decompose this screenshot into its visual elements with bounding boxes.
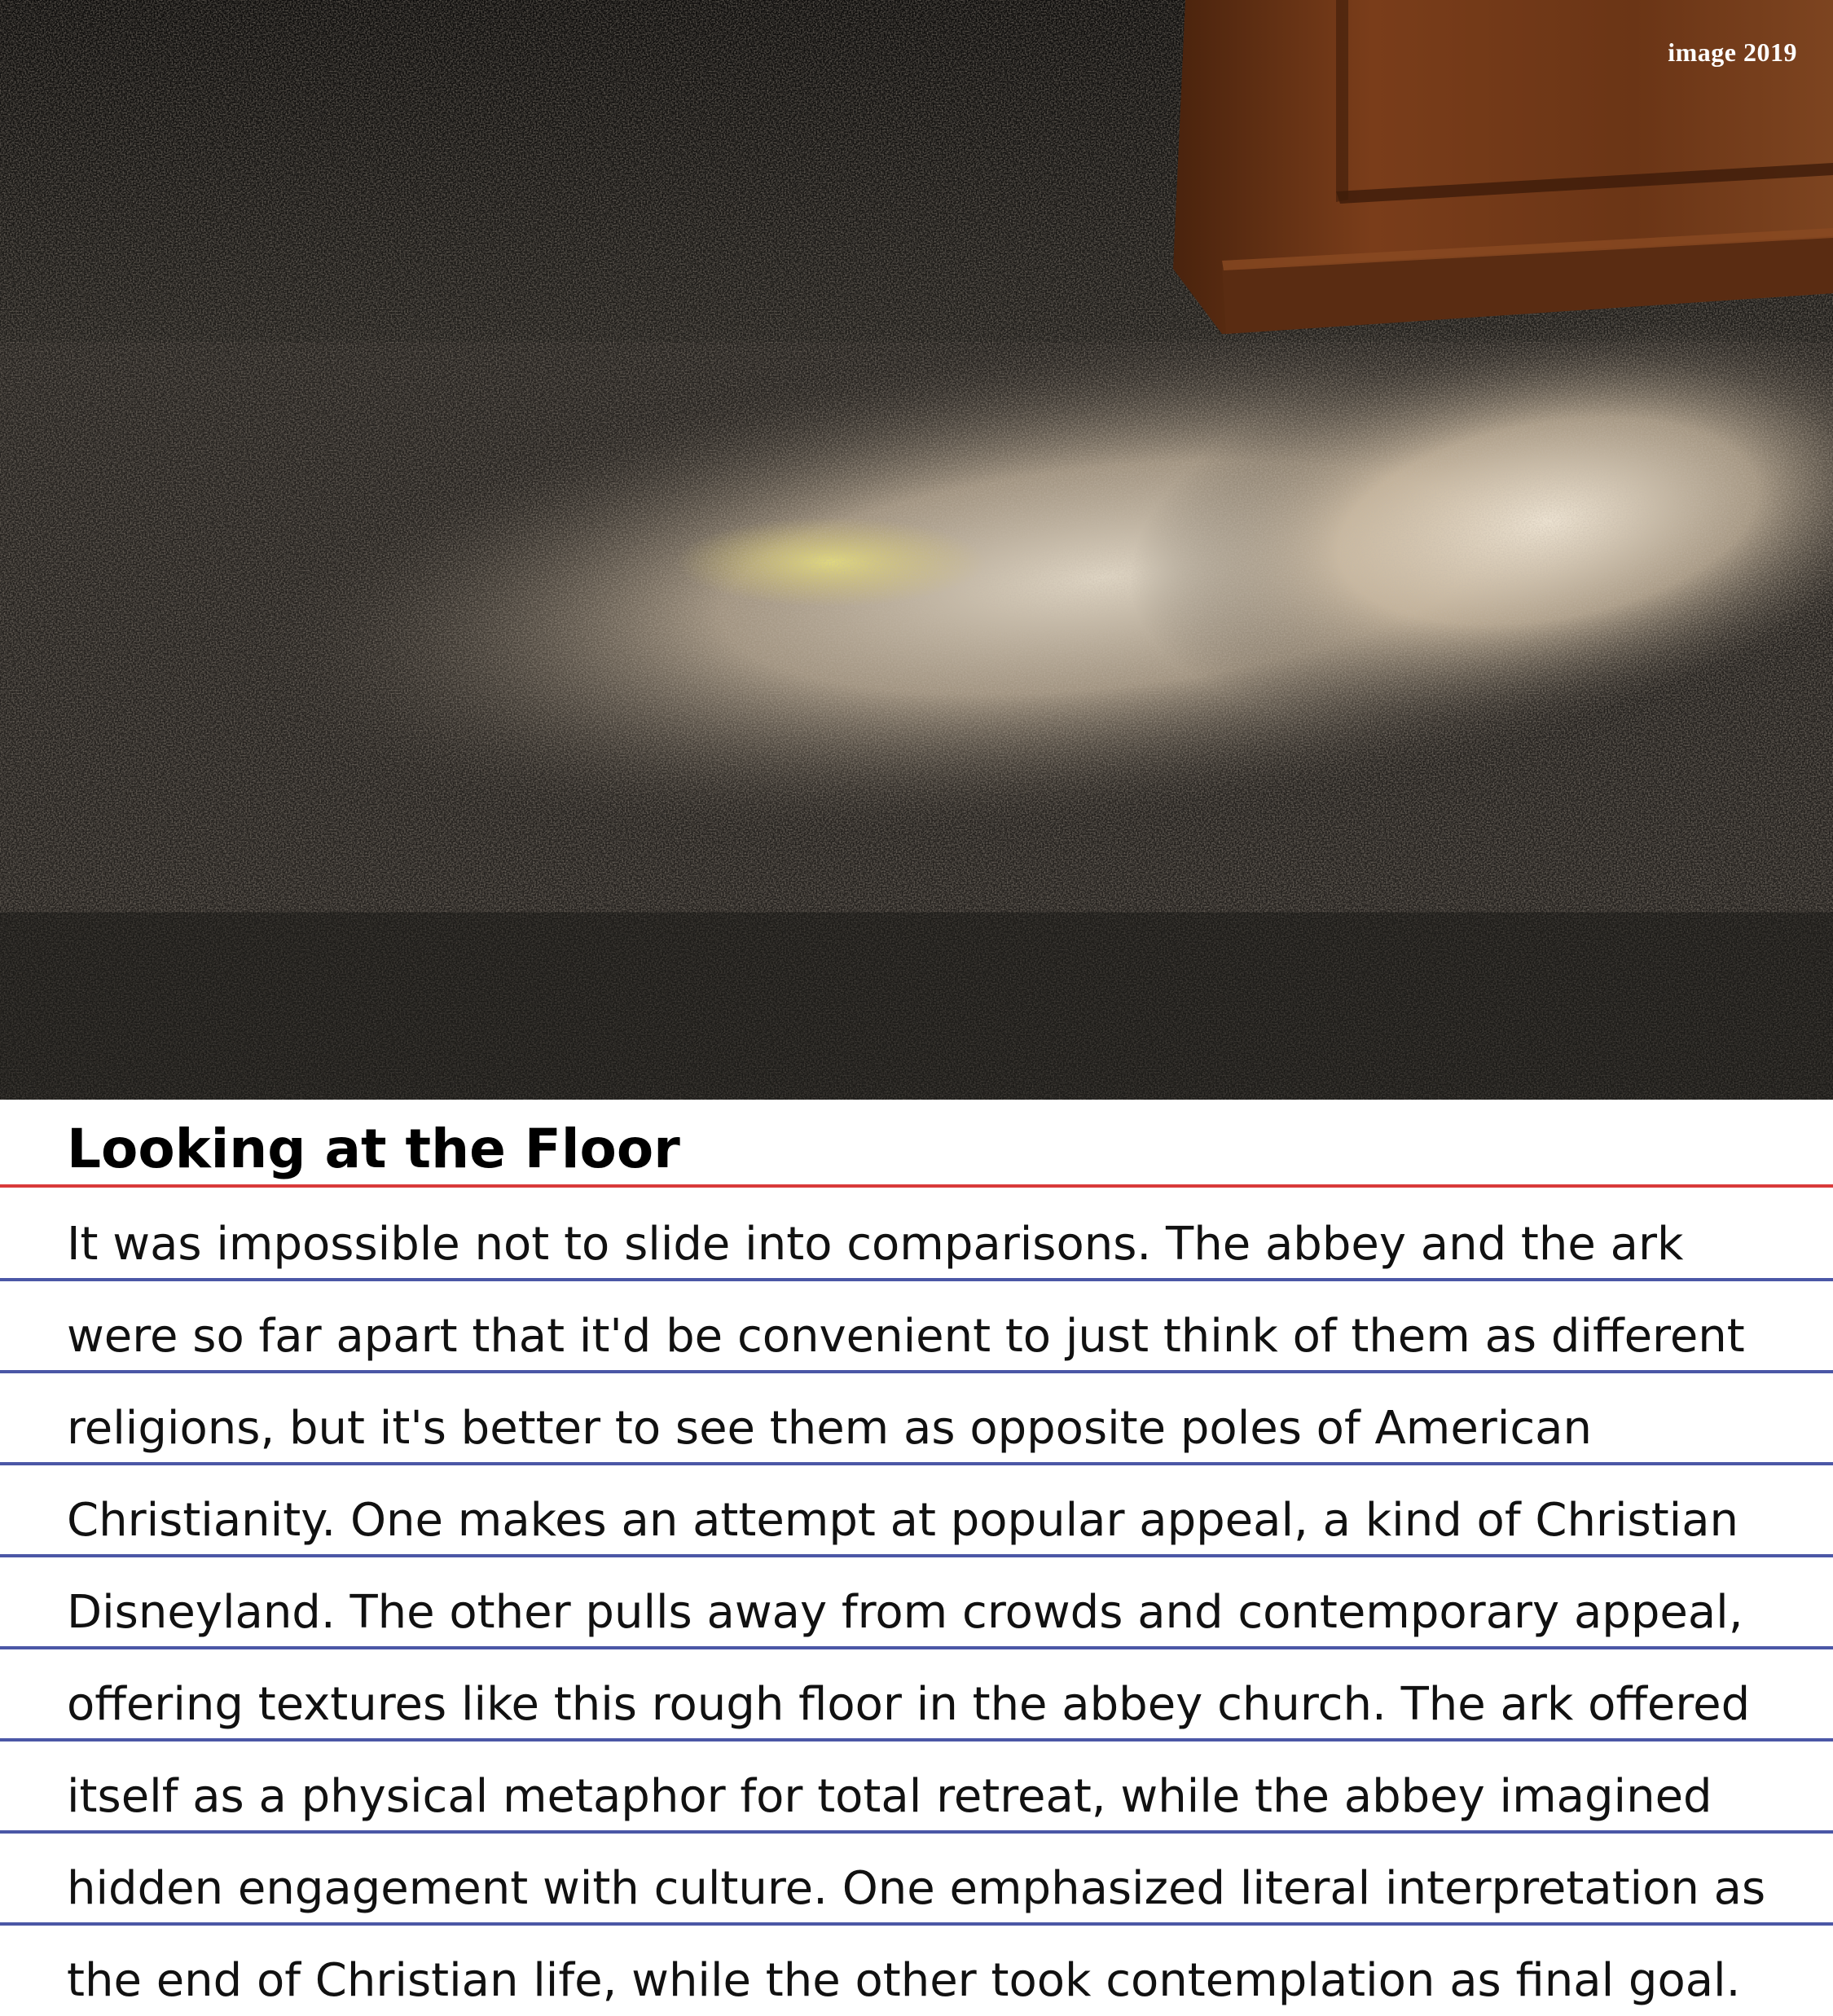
ruled-text-card: [0, 1100, 1833, 2016]
ruled-line: [0, 1738, 1833, 1741]
article-line: hidden engagement with culture. One emphasized literal interpretation as: [67, 1862, 1766, 1915]
image-credit: image 2019: [1668, 37, 1797, 67]
article-line: the end of Christian life, while the other took contemplation as final goal.: [67, 1954, 1741, 2007]
ruled-line: [0, 1462, 1833, 1465]
article-line: Christianity. One makes an attempt at popular appeal, a kind of Christian: [67, 1494, 1739, 1547]
title-underline: [0, 1184, 1833, 1188]
ruled-line: [0, 1278, 1833, 1281]
ruled-line: [0, 1830, 1833, 1834]
article-title: Looking at the Floor: [67, 1118, 680, 1180]
article-line: religions, but it's better to see them as opposite poles of American: [67, 1402, 1592, 1455]
article-line: It was impossible not to slide into comparisons. The abbey and the ark: [67, 1218, 1684, 1271]
article-line: Disneyland. The other pulls away from crowds and contemporary appeal,: [67, 1586, 1743, 1639]
ruled-line: [0, 1370, 1833, 1373]
ruled-line: [0, 1554, 1833, 1557]
article-line: offering textures like this rough floor in the abbey church. The ark offered: [67, 1678, 1751, 1731]
ruled-line: [0, 1646, 1833, 1649]
ruled-line: [0, 1922, 1833, 1926]
article-line: itself as a physical metaphor for total retreat, while the abbey imagined: [67, 1770, 1712, 1823]
article-line: were so far apart that it'd be convenient to just think of them as different: [67, 1310, 1745, 1363]
